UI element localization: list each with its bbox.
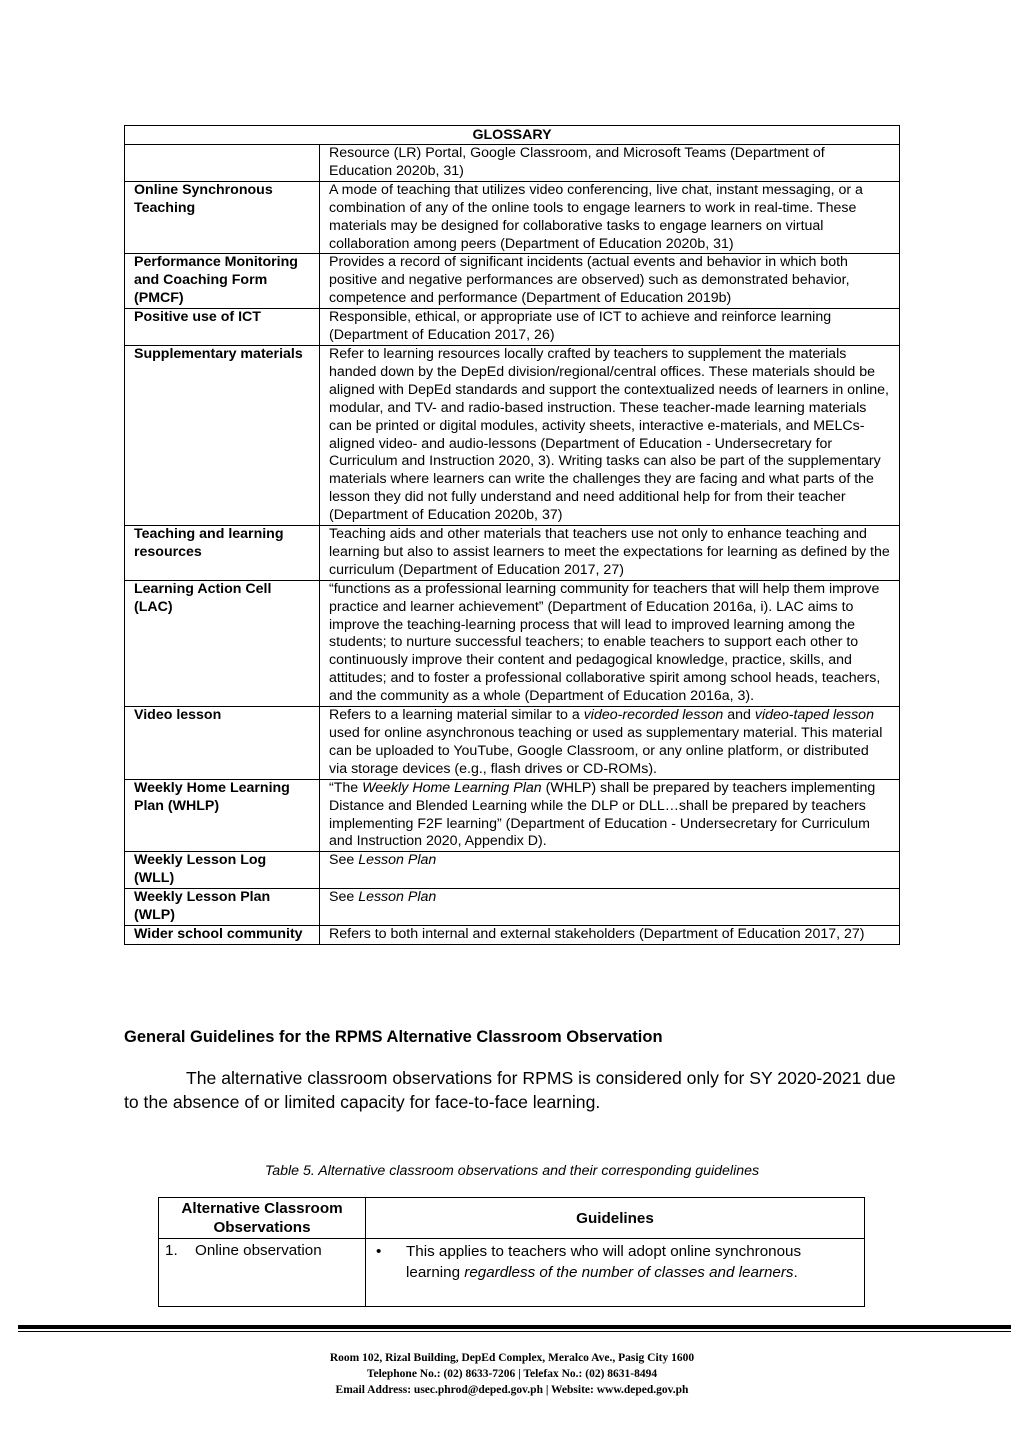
definition-text: and [723, 707, 755, 724]
glossary-term: Supplementary materials [125, 345, 320, 525]
page-footer [0, 1350, 1024, 1398]
definition-emphasis: Weekly Home Learning Plan [362, 779, 542, 796]
bullet-icon: • [376, 1243, 382, 1260]
alternative-observations-table [158, 1197, 865, 1307]
table-header-row [159, 1198, 865, 1239]
glossary-row [125, 889, 900, 926]
guideline-emphasis: regardless of the number of classes and learners [464, 1264, 794, 1281]
definition-emphasis: video-recorded lesson [583, 707, 724, 724]
column-header-observations: Alternative Classroom Observations [159, 1198, 366, 1239]
guideline-text-part: . [793, 1264, 798, 1281]
column-header-guidelines: Guidelines [366, 1198, 865, 1239]
glossary-term: Teaching and learning resources [125, 526, 320, 581]
observation-cell [159, 1239, 366, 1307]
glossary-term: Weekly Lesson Log (WLL) [125, 852, 320, 889]
glossary-definition: Refer to learning resources locally crafted by teachers to supplement the materials handed down by the DepEd division/regional/central offices. These materials should be aligned with DepEd standards and support the contextualized needs of learners in online, modular, and TV- and radio-based instruction. These teacher-made learning materials can be printed or digital modules, activity sheets, interactive e-materials, and MELCs-aligned video- and audio-lessons (Department of Education - Undersecretary for Curriculum and Instruction 2020, 3). Writing tasks can also be part of the supplementary materials where learners can write the challenges they are facing and what parts of the lesson they did not fully understand and need additional help for from their teacher (Department of Education 2020b, 37) [320, 345, 900, 525]
glossary-row [125, 181, 900, 254]
glossary-row [125, 254, 900, 309]
table-caption: Table 5. Alternative classroom observations and their corresponding guidelines [264, 1163, 760, 1179]
numbered-item [159, 1239, 365, 1262]
glossary-row [125, 145, 900, 182]
footer-divider-thick [18, 1325, 1011, 1329]
glossary-term: Learning Action Cell (LAC) [125, 580, 320, 706]
glossary-row [125, 707, 900, 780]
glossary-definition: “functions as a professional learning community for teachers that will help them improve practice and learner achievement” (Department of Education 2016a, i). LAC aims to improve the teaching-learning process that will lead to improved learning among the students; to nurture successful teachers; to enable teachers to support each other to continuously improve their content and pedagogical knowledge, practice, skills, and attitudes; and to foster a professional collaborative spirit among school heads, teachers, and the community as a whole (Department of Education 2016a, 3). [320, 580, 900, 706]
item-number: 1. [165, 1242, 178, 1259]
definition-text: “The [329, 779, 363, 796]
guideline-text-part: This applies to teachers who will adopt online synchronous learning [406, 1243, 802, 1281]
definition-text: (WHLP) shall be prepared by teachers implementing Distance and Blended Learning while the DLP or DLL…shall be prepared by teachers implementing F2F learning” (Department of Education - Undersecretary for Curriculum and Instruction 2020, Appendix D). [329, 779, 876, 850]
glossary-term: Performance Monitoring and Coaching Form (PMCF) [125, 254, 320, 309]
glossary-term: Online Synchronous Teaching [125, 181, 320, 254]
glossary-row [125, 345, 900, 525]
glossary-definition: Resource (LR) Portal, Google Classroom, and Microsoft Teams (Department of Education 2020b, 31) [320, 145, 900, 182]
glossary-definition: Provides a record of significant incidents (actual events and behavior in which both positive and negative performances are observed) such as demonstrated behavior, competence and performance (Department of Education 2019b) [320, 254, 900, 309]
glossary-definition: Responsible, ethical, or appropriate use of ICT to achieve and reinforce learning (Department of Education 2017, 26) [320, 309, 900, 346]
glossary-term: Wider school community [125, 925, 320, 944]
glossary-term: Positive use of ICT [125, 309, 320, 346]
footer-contact: Email Address: usec.phrod@deped.gov.ph | Website: www.deped.gov.ph [335, 1384, 689, 1396]
definition-text: See [329, 889, 359, 906]
definition-text: used for online asynchronous teaching or used as supplementary material. This material can be uploaded to YouTube, Google Classroom, or any online platform, or distributed via storage devices (e.g., flash drives or CD-ROMs). [329, 725, 883, 777]
glossary-definition [320, 779, 900, 852]
glossary-term [125, 145, 320, 182]
footer-divider-thin [18, 1331, 1011, 1332]
observation-type: Online observation [195, 1242, 322, 1259]
glossary-row [125, 925, 900, 944]
guideline-text [406, 1241, 858, 1283]
glossary-term: Video lesson [125, 707, 320, 780]
section-heading: General Guidelines for the RPMS Alternative Classroom Observation [124, 1028, 663, 1046]
glossary-definition: A mode of teaching that utilizes video conferencing, live chat, instant messaging, or a combination of any of the online tools to engage learners to work in real-time. These materials may be designed for collaborative tasks to engage learners on virtual collaboration among peers (Department of Education 2020b, 31) [320, 181, 900, 254]
glossary-header-row [125, 126, 900, 145]
glossary-term: Weekly Home Learning Plan (WHLP) [125, 779, 320, 852]
glossary-row [125, 309, 900, 346]
glossary-row [125, 779, 900, 852]
glossary-definition [320, 852, 900, 889]
table-row [159, 1239, 865, 1307]
glossary-definition [320, 889, 900, 926]
guideline-bullet-item [366, 1239, 864, 1283]
glossary-row [125, 852, 900, 889]
glossary-definition: Refers to both internal and external stakeholders (Department of Education 2017, 27) [320, 925, 900, 944]
definition-text: Refers to a learning material similar to a [329, 707, 584, 724]
glossary-table [124, 125, 900, 945]
intro-paragraph: The alternative classroom observations for RPMS is considered only for SY 2020-2021 due to the absence of or limited capacity for face-to-face learning. [124, 1068, 896, 1112]
glossary-term: Weekly Lesson Plan (WLP) [125, 889, 320, 926]
footer-phone: Telephone No.: (02) 8633-7206 | Telefax No.: (02) 8631-8494 [366, 1368, 658, 1380]
glossary-row [125, 580, 900, 706]
glossary-definition: Teaching aids and other materials that teachers use not only to enhance teaching and learning but also to assist learners to meet the expectations for learning as defined by the curriculum (Department of Education 2017, 27) [320, 526, 900, 581]
footer-address: Room 102, Rizal Building, DepEd Complex, Meralco Ave., Pasig City 1600 [329, 1352, 695, 1364]
definition-emphasis: Lesson Plan [358, 852, 437, 869]
definition-emphasis: Lesson Plan [358, 889, 437, 906]
glossary-definition [320, 707, 900, 780]
glossary-row [125, 526, 900, 581]
glossary-header: GLOSSARY [125, 126, 900, 145]
guideline-cell [366, 1239, 865, 1307]
definition-text: See [329, 852, 359, 869]
definition-emphasis: video-taped lesson [754, 707, 874, 724]
